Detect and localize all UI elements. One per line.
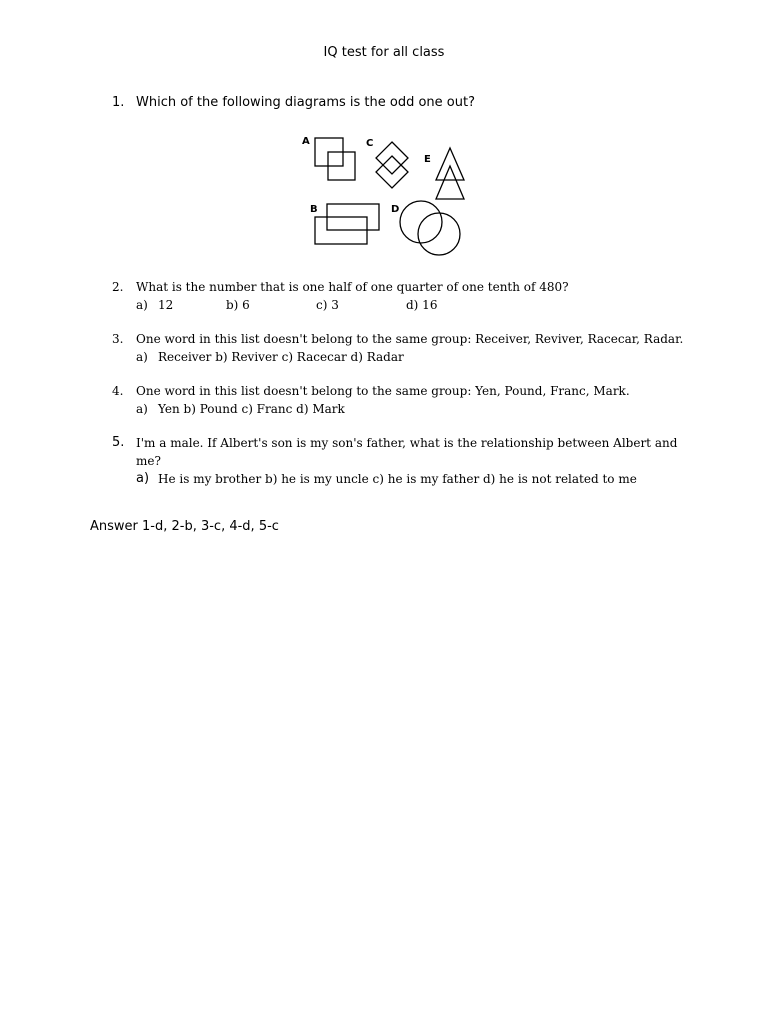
answer-key: Answer 1-d, 2-b, 3-c, 4-d, 5-c: [90, 519, 279, 534]
answer-options: [136, 296, 696, 314]
diagram-c-diamond-1: [376, 142, 408, 174]
option-a-label: a): [136, 471, 150, 486]
option-c: c) 3: [316, 298, 339, 312]
answer-options: [136, 400, 696, 418]
option-b: b) 6: [226, 298, 250, 312]
question-number: 1.: [112, 95, 125, 110]
question-number: 5.: [112, 435, 125, 450]
answer-options: [136, 470, 696, 488]
options-text: Receiver b) Reviver c) Racecar d) Radar: [158, 350, 404, 364]
question-number: 2.: [112, 280, 124, 294]
diagram-c-diamond-2: [376, 156, 408, 188]
diagram-label-c: C: [366, 138, 374, 149]
diagram-label-a: A: [302, 136, 310, 147]
option-a-label: a): [136, 298, 148, 312]
diagram-label-b: B: [310, 204, 318, 215]
options-text: He is my brother b) he is my uncle c) he is my father d) he is not related to me: [158, 472, 637, 486]
question-number: 3.: [112, 332, 124, 346]
question-text: One word in this list doesn't belong to the same group: Yen, Pound, Franc, Mark.: [136, 384, 630, 398]
options-text: Yen b) Pound c) Franc d) Mark: [158, 402, 345, 416]
diagram-label-d: D: [391, 204, 400, 215]
question-text-line-1: I'm a male. If Albert's son is my son's father, what is the relationship between Albert and: [136, 436, 678, 450]
diagram-e-triangle-1: [436, 148, 464, 180]
option-d: d) 16: [406, 298, 438, 312]
page-title: IQ test for all class: [323, 45, 445, 60]
question-number: 4.: [112, 384, 124, 398]
question-text: Which of the following diagrams is the odd one out?: [136, 95, 475, 110]
option-a-label: a): [136, 402, 148, 416]
answer-options: [136, 348, 696, 366]
diagram-label-e: E: [424, 154, 431, 165]
question-text: One word in this list doesn't belong to the same group: Receiver, Reviver, Racecar, Radar.: [136, 332, 684, 346]
question-text: What is the number that is one half of one quarter of one tenth of 480?: [136, 280, 569, 294]
odd-one-out-diagram: [300, 128, 470, 260]
question-text-line-2: me?: [136, 454, 161, 468]
option-a-value: 12: [158, 298, 174, 312]
option-a-label: a): [136, 350, 148, 364]
